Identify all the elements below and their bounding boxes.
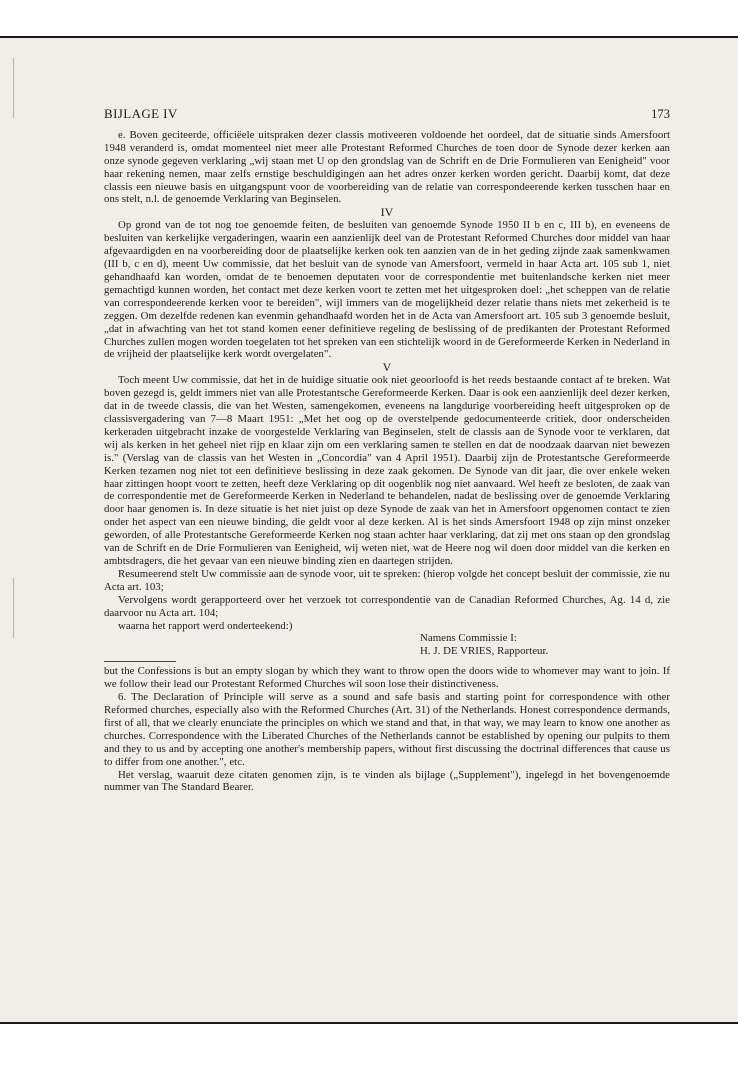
running-title: BIJLAGE IV [104, 106, 178, 121]
margin-mark [13, 58, 14, 118]
paragraph-v: Toch meent Uw commissie, dat het in de huidige situatie ook niet geoorloofd is het reeds bestaande contact af te breken. Wat boven gezegd is, geldt immers niet van alle Protestantsche Gereformeerde Kerken. Daar is ook een aanzienlijk deel dezer kerken, dat in de tweede classis, die van het Westen, samengekomen, eveneens na langdurige voorbereiding heeft uitgesproken op de classisvergadering van 7—8 Maart 1951: „Met het oog op de overstelpende gedocumenteerde critiek, door onderscheiden kerkeraden uitgebracht inzake de voorgestelde Verklaring van Beginselen, stelt de classis aan de Synode voor te verklaren, dat wij als kerken in het geheel niet rijp en klaar zijn om een verklaring samen te stellen en dat de noodzaak daarvan niet bewezen is." (Verslag van de classis van het Westen in „Concordia" van 4 April 1951). Daarbij zijn de Protestantsche Gereformeerde Kerken tezamen nog niet tot een definitieve beslissing in deze zaak gekomen. De Synode van dit jaar, die over enkele weken haar zittingen hoopt voort te zetten, heeft deze Verklaring op dit oogenblik nog niet aanvaard. Wel heeft ze besloten, de zaak van de correspondentie met de Gereformeerde Kerken in Nederland te behandelen, nadat de beslissing over de genoemde Verklaring door haar genomen is. In deze situatie is het niet juist op deze Synode de zaak van het in Amersfoort opgenomen contact te zien onder het aspect van een nieuwe binding, die geldt voor al deze kerken. Al is het sinds Amersfoort 1948 op zijn minst onzeker geworden, of alle Protestantsche Gereformeerde Kerken nog staan achter haar verklaring, dat zij met ons staan op den grondslag van de Schrift en de Drie Formulieren van Eenigheid, wij weten niet, wat de Heere nog wil doen door middel van die kerken en ambtsdragers, die het gevaar van een nieuwe binding zien en daartegen strijden. [104, 374, 670, 567]
footnote-item-6: 6. The Declaration of Principle will serve as a sound and safe basis and starting point for correspondence with other Reformed churches, especially also with the Reformed Churches (Art. 31) of the Netherlands. Honest correspondence dermands, first of all, that we clearly enunciate the principles on which we stand and that, in that way, we may learn to know one another as churches. Correspondence with the Liberated Churches of the Netherlands cannot be established by opening our pulpits to them and they to us and by accepting one another's membership papers, without first discussing the doctrinal differences that cause us to differ from one another.", etc. [104, 691, 670, 768]
paragraph-resumeerend: Resumeerend stelt Uw commissie aan de synode voor, uit te spreken: (hierop volgde het concept besluit der commissie, zie nu Acta art. 103; [104, 567, 670, 593]
scan-top-band [0, 0, 738, 38]
signature-rapporteur: H. J. DE VRIES, Rapporteur. [420, 645, 549, 658]
footnote-het-verslag: Het verslag, waaruit deze citaten genomen zijn, is te vinden als bijlage („Supplement"), ingelegd in het bovengenoemde nummer van The Standard Bearer. [104, 768, 670, 794]
margin-mark [13, 578, 14, 638]
footnote-rule [104, 661, 176, 662]
paragraph-iv: Op grond van de tot nog toe genoemde feiten, de besluiten van genoemde Synode 1950 II b en c, III b), en eveneens de besluiten van kerkelijke vergaderingen, waarin een aanzienlijk deel van de Protestant Reformed Churches door middel van haar afgevaardigden en na voorbereiding door de plaatselijke kerken ook ten aanzien van de in het geding zijnde zaak samenkwamen (III b, c en d), meent Uw commissie, dat het besluit van de synode van Amersfoort, vermeld in haar Acta art. 105 sub 1, niet gehandhaafd kan worden, omdat de te benoemen deputaten voor de correspondentie met buitenlandsche kerken niet meer gemachtigd kunnen worden, het contact met deze kerken voort te zetten met het uitgesproken doel: „het scheppen van de relatie van correspondeerende kerken voor te bereiden", wijl immers van de mogelijkheid dezer relatie thans niets met zekerheid is te zeggen. Om dezelfde redenen kan evenmin gehandhaafd worden het in de Acta van Amersfoort art. 105 sub 3 genoemde besluit, „dat in afwachting van het tot stand komen eener definitieve regeling de beslissing of de predikanten der Protestant Reformed Churches zullen mogen worden toegelaten tot het spreken van een stichtelijk woord in de Gereformeerde Kerken in Nederland in de vrijheid der plaatselijke kerk wordt overgelaten". [104, 219, 670, 361]
page-number: 173 [651, 107, 670, 121]
paragraph-waarna: waarna het rapport werd onderteekend:) [118, 619, 293, 632]
paragraph-e: e. Boven geciteerde, officiëele uitspraken dezer classis motiveeren voldoende het oordeel, dat de situatie sinds Amersfoort 1948 veranderd is, omdat momenteel niet meer alle Protestant Reformed Churches de toen door de Synode dezer kerken aan onze synode gegeven verklaring „wij staan met U op den grondslag van de Schrift en de Drie Formulieren van Eenigheid" voor haar rekening nemen, maar zelfs ernstige beschuldigingen aan het adres onzer kerken worden gericht. Daarbij komt, dat deze classis een nieuwe basis en uitgangspunt voor de voorbereiding van de relatie van correspondeerende kerken tusschen haar en ons stelt, n.l. de genoemde Verklaring van Beginselen. [104, 128, 670, 206]
paragraph-vervolgens: Vervolgens wordt gerapporteerd over het verzoek tot correspondentie van de Canadian Reformed Churches, Ag. 14 d, zie daarvoor nu Acta art. 104; [104, 593, 670, 619]
page-header [104, 108, 670, 121]
scan-bottom-band [0, 1022, 738, 1070]
section-numeral-v: V [382, 360, 392, 375]
page-content [104, 108, 670, 794]
footnote-continued: but the Confessions is but an empty slogan by which they want to throw open the doors wide to whomever may want to join. If we follow their lead our Protestant Reformed Churches wil soon lose their distinctiveness. [104, 665, 670, 691]
signature-committee: Namens Commissie I: [420, 632, 517, 645]
section-numeral-iv: IV [380, 205, 394, 220]
